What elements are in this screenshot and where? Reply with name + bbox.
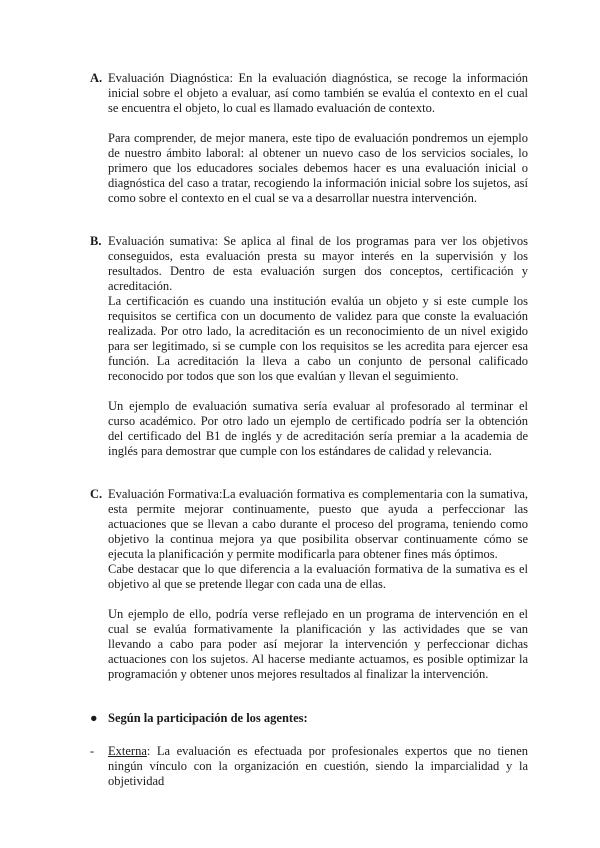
external-evaluation-item [90,744,528,789]
section-a-paragraph-1: Evaluación Diagnóstica: En la evaluación diagnóstica, se recoge la información inicial sobre el objeto a evaluar, así como también se evalúa el contexto en el cual se encuentra el objeto, lo cual es llamado evaluación de contexto. [108,71,529,115]
participation-heading-text: Según la participación de los agentes: [108,711,308,725]
bullet-icon: ● [90,711,98,725]
section-b-paragraph-2: La certificación es cuando una institución evalúa un objeto y si este cumple los requisitos se certifica con un documento de validez para que conste la evaluación realizada. Por otro lado, la acreditación es un reconocimiento de un nivel exigido para ser legitimado, si se cumple con los requisitos se les acredita para ejercer esa función. La acreditación la lleva a cabo un conjunto de personal calificado reconocido por todos que son los que evalúan y llevan el seguimiento. [108,294,528,383]
section-b-paragraph-1: Evaluación sumativa: Se aplica al final de los programas para ver los objetivos conseguidos, esta evaluación presta su mayor interés en la supervisión y los resultados. Dentro de esta evaluación surgen dos conceptos, certificación y acreditación. [108,234,529,293]
section-c-label: C. [90,487,103,501]
section-c [90,487,528,682]
section-c-paragraph-2: Cabe destacar que lo que diferencia a la evaluación formativa de la sumativa es el objetivo al que se pretende llegar con cada una de ellas. [108,562,528,591]
section-b-label: B. [90,234,102,248]
section-c-title: Evaluación Formativa: [108,487,223,501]
section-a-label: A. [90,71,103,85]
dash-bullet: - [90,744,95,758]
section-a-title: Evaluación Diagnóstica: [108,71,233,85]
section-b [90,234,528,459]
section-a-paragraph-2: Para comprender, de mejor manera, este tipo de evaluación pondremos un ejemplo de nuestro ámbito laboral: al obtener un nuevo caso de los servicios sociales, lo primero que los educadores sociales debemos hacer es una evaluación inicial o diagnóstica del caso a tratar, recogiendo la información inicial sobre los sujetos, así como sobre el contexto en el cual se va a desarrollar nuestra intervención. [108,131,528,205]
participation-heading [90,711,308,726]
section-a [90,71,528,206]
section-c-paragraph-1: Evaluación Formativa:La evaluación formativa es complementaria con la sumativa, esta permite mejorar continuamente, puesto que ayuda a perfeccionar las actuaciones que se llevan a cabo durante el proceso del programa, teniendo como objetivo la continua mejora ya que posibilita observar continuamente cómo se ejecuta la planificación y permite modificarla para obtener fines más óptimos. [108,487,528,561]
section-c-paragraph-3: Un ejemplo de ello, podría verse reflejado en un programa de intervención en el cual se evalúa formativamente la planificación y las actividades que se van llevando a cabo para poder así mejorar la intervención y perfeccionar dichas actuaciones con los sujetos. Al hacerse mediante actuamos, es posible optimizar la programación y obtener unos mejores resultados al finalizar la intervención. [108,607,528,681]
external-term: Externa [108,744,147,758]
external-description: : La evaluación es efectuada por profesionales expertos que no tienen ningún vínculo con la organización en cuestión, siendo la imparcialidad y la objetividad [108,744,528,788]
section-b-paragraph-3: Un ejemplo de evaluación sumativa sería evaluar al profesorado al terminar el curso académico. Por otro lado un ejemplo de certificado podría ser la obtención del certificado del B1 de inglés y de acreditación sería premiar a la academia de inglés para demostrar que cumple con los estándares de calidad y relevancia. [108,399,528,458]
section-b-title: Evaluación sumativa: [108,234,219,248]
